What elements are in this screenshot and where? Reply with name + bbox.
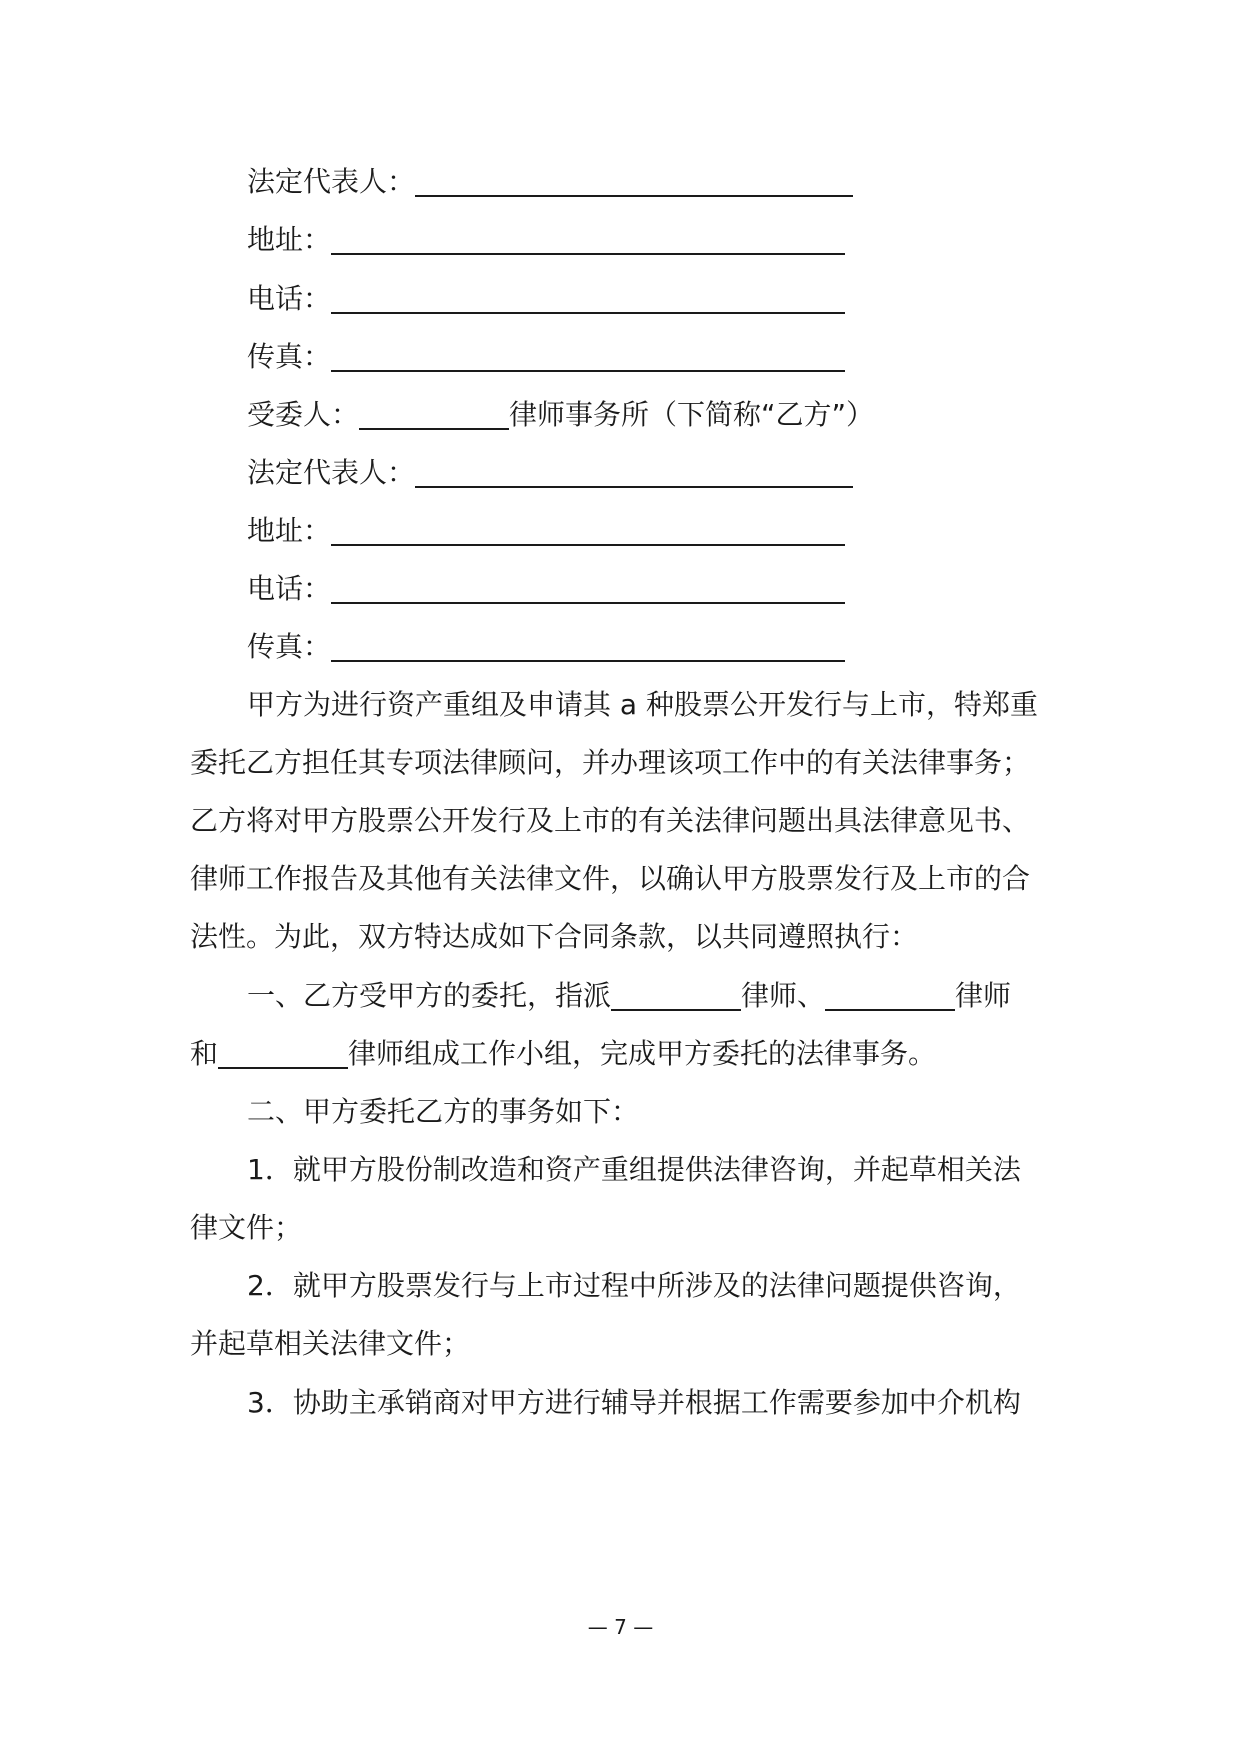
blank-line bbox=[331, 572, 845, 604]
blank-line bbox=[218, 1037, 348, 1069]
address-field bbox=[247, 511, 845, 551]
field-label: 法定代表人： bbox=[247, 456, 416, 489]
blank-line bbox=[359, 398, 509, 430]
legal-representative-field bbox=[247, 453, 853, 493]
field-label: 电话： bbox=[247, 282, 332, 315]
preamble-line: 委托乙方担任其专项法律顾问，并办理该项工作中的有关法律事务； bbox=[190, 746, 1031, 779]
clause-text: 一、乙方受甲方的委托，指派 bbox=[247, 979, 612, 1012]
field-label: 电话： bbox=[247, 572, 332, 605]
list-item: 1．就甲方股份制改造和资产重组提供法律咨询，并起草相关法 bbox=[247, 1153, 1021, 1186]
blank-line bbox=[331, 340, 845, 372]
list-item: 并起草相关法律文件； bbox=[190, 1327, 471, 1360]
legal-representative-field bbox=[247, 162, 853, 202]
preamble-line: 甲方为进行资产重组及申请其 a 种股票公开发行与上市，特郑重 bbox=[247, 688, 1038, 721]
clause-text: 律师 bbox=[955, 979, 1012, 1012]
preamble-line: 乙方将对甲方股票公开发行及上市的有关法律问题出具法律意见书、 bbox=[190, 804, 1031, 837]
field-label: 传真： bbox=[247, 340, 332, 373]
clause-text: 和 bbox=[190, 1037, 219, 1070]
clause-text: 律师、 bbox=[741, 979, 826, 1012]
blank-line bbox=[331, 223, 845, 255]
trustee-suffix: 律师事务所（下简称“乙方”） bbox=[509, 398, 875, 431]
list-item: 2．就甲方股票发行与上市过程中所涉及的法律问题提供咨询， bbox=[247, 1269, 1021, 1302]
blank-line bbox=[331, 630, 845, 662]
blank-line bbox=[331, 514, 845, 546]
fax-field bbox=[247, 627, 845, 667]
phone-field bbox=[247, 569, 845, 609]
field-label: 传真： bbox=[247, 630, 332, 663]
preamble-line: 法性。为此，双方特达成如下合同条款，以共同遵照执行： bbox=[190, 920, 919, 953]
clause-one-line bbox=[247, 976, 1011, 1016]
blank-line bbox=[825, 979, 955, 1011]
phone-field bbox=[247, 279, 845, 319]
clause-two-heading: 二、甲方委托乙方的事务如下： bbox=[247, 1095, 640, 1128]
preamble-line: 律师工作报告及其他有关法律文件，以确认甲方股票发行及上市的合 bbox=[190, 862, 1031, 895]
blank-line bbox=[415, 456, 853, 488]
page-number: — 7 — bbox=[587, 1615, 654, 1639]
address-field bbox=[247, 220, 845, 260]
field-label: 法定代表人： bbox=[247, 165, 416, 198]
clause-text: 律师组成工作小组，完成甲方委托的法律事务。 bbox=[348, 1037, 937, 1070]
field-label: 地址： bbox=[247, 223, 332, 256]
list-item: 3．协助主承销商对甲方进行辅导并根据工作需要参加中介机构 bbox=[247, 1386, 1021, 1419]
blank-line bbox=[611, 979, 741, 1011]
field-label: 地址： bbox=[247, 514, 332, 547]
trustee-field bbox=[247, 395, 874, 435]
list-item: 律文件； bbox=[190, 1211, 303, 1244]
fax-field bbox=[247, 337, 845, 377]
clause-one-line bbox=[190, 1034, 936, 1074]
blank-line bbox=[331, 282, 845, 314]
blank-line bbox=[415, 165, 853, 197]
field-label: 受委人： bbox=[247, 398, 360, 431]
